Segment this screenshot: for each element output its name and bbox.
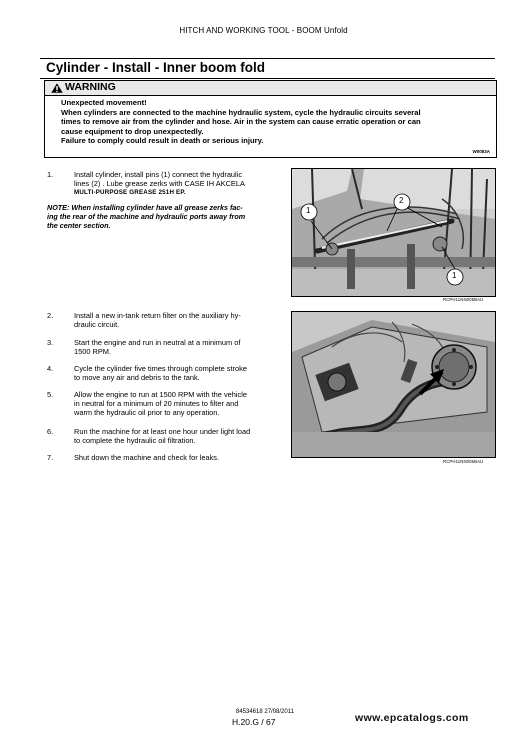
step-line: Cycle the cylinder five times through complete stroke [74, 364, 247, 373]
step-5 [47, 390, 287, 420]
note-line: the center section. [47, 221, 111, 231]
step-line: 1500 RPM. [74, 347, 111, 357]
step-line: lines (2) . Lube grease zerks with CASE IH AKCELA [74, 179, 245, 189]
warning-triangle-icon [51, 83, 63, 93]
warning-line: When cylinders are connected to the machine hydraulic system, cycle the hydraulic circuits several [61, 107, 421, 117]
step-line: in neutral for a minimum of 20 minutes to filter and [74, 399, 239, 409]
step-6 [47, 427, 287, 447]
step-7 [47, 453, 287, 465]
step-number: 5. [47, 390, 54, 399]
figure-code: RCPH11NN005BAU [443, 297, 484, 302]
step-number: 3. [47, 338, 54, 347]
step-line: MULTI-PURPOSE GREASE 251H EP. [74, 189, 186, 197]
callout-2-label: 2 [399, 196, 404, 205]
warning-header [45, 81, 496, 96]
callout-1-label: 1 [306, 206, 311, 215]
boom-cylinder-photo-icon [292, 169, 495, 296]
warning-heading: WARNING [65, 81, 116, 93]
page-number: H.20.G / 67 [232, 717, 276, 727]
section-title: Cylinder - Install - Inner boom fold [46, 60, 266, 75]
step-number: 1. [47, 170, 54, 179]
figure-boom-cylinder [291, 168, 496, 297]
warning-body [61, 98, 489, 146]
warning-box [44, 80, 497, 158]
step-line: to complete the hydraulic oil filtration. [74, 436, 196, 446]
note [47, 203, 287, 231]
step-line: draulic circuit. [74, 320, 120, 330]
document-reference: 84534618 27/08/2011 [236, 709, 294, 715]
section-title-bar [40, 58, 495, 79]
step-number: 2. [47, 311, 54, 320]
step-line: Start the engine and run in neutral at a minimum of [74, 338, 241, 347]
hydraulic-tank-filter-photo-icon [292, 312, 495, 457]
step-line: Run the machine for at least one hour under light load [74, 427, 251, 436]
warning-code: W0083A [472, 149, 490, 154]
step-line: Install a new in-tank return filter on the auxiliary hy- [74, 311, 241, 320]
step-line: Allow the engine to run at 1500 RPM with the vehicle [74, 390, 247, 399]
watermark-site: www.epcatalogs.com [355, 712, 469, 724]
running-header: HITCH AND WORKING TOOL - BOOM Unfold [179, 26, 348, 35]
figure-code: RCPH11NN006BAU [443, 459, 484, 464]
step-2 [47, 311, 287, 331]
step-line: warm the hydraulic oil prior to any operation. [74, 408, 220, 418]
step-line: Shut down the machine and check for leaks. [74, 453, 220, 462]
note-line: NOTE: When installing cylinder have all grease zerks fac- [47, 203, 243, 212]
step-4 [47, 364, 287, 384]
step-number: 6. [47, 427, 54, 436]
step-line: Install cylinder, install pins (1) connect the hydraulic [74, 170, 243, 179]
step-3 [47, 338, 287, 358]
step-number: 7. [47, 453, 54, 462]
warning-line: times to remove air from the cylinder and hose. Air in the system can cause erratic operation or can [61, 117, 421, 127]
warning-line: Failure to comply could result in death or serious injury. [61, 136, 264, 146]
figure-hydraulic-tank [291, 311, 496, 458]
step-line: to move any air and debris to the tank. [74, 373, 200, 383]
warning-line: Unexpected movement! [61, 98, 147, 107]
step-number: 4. [47, 364, 54, 373]
note-line: ing the rear of the machine and hydraulic ports away from [47, 212, 246, 222]
callout-1-label: 1 [452, 271, 457, 280]
warning-line: cause equipment to drop unexpectedly. [61, 126, 204, 136]
